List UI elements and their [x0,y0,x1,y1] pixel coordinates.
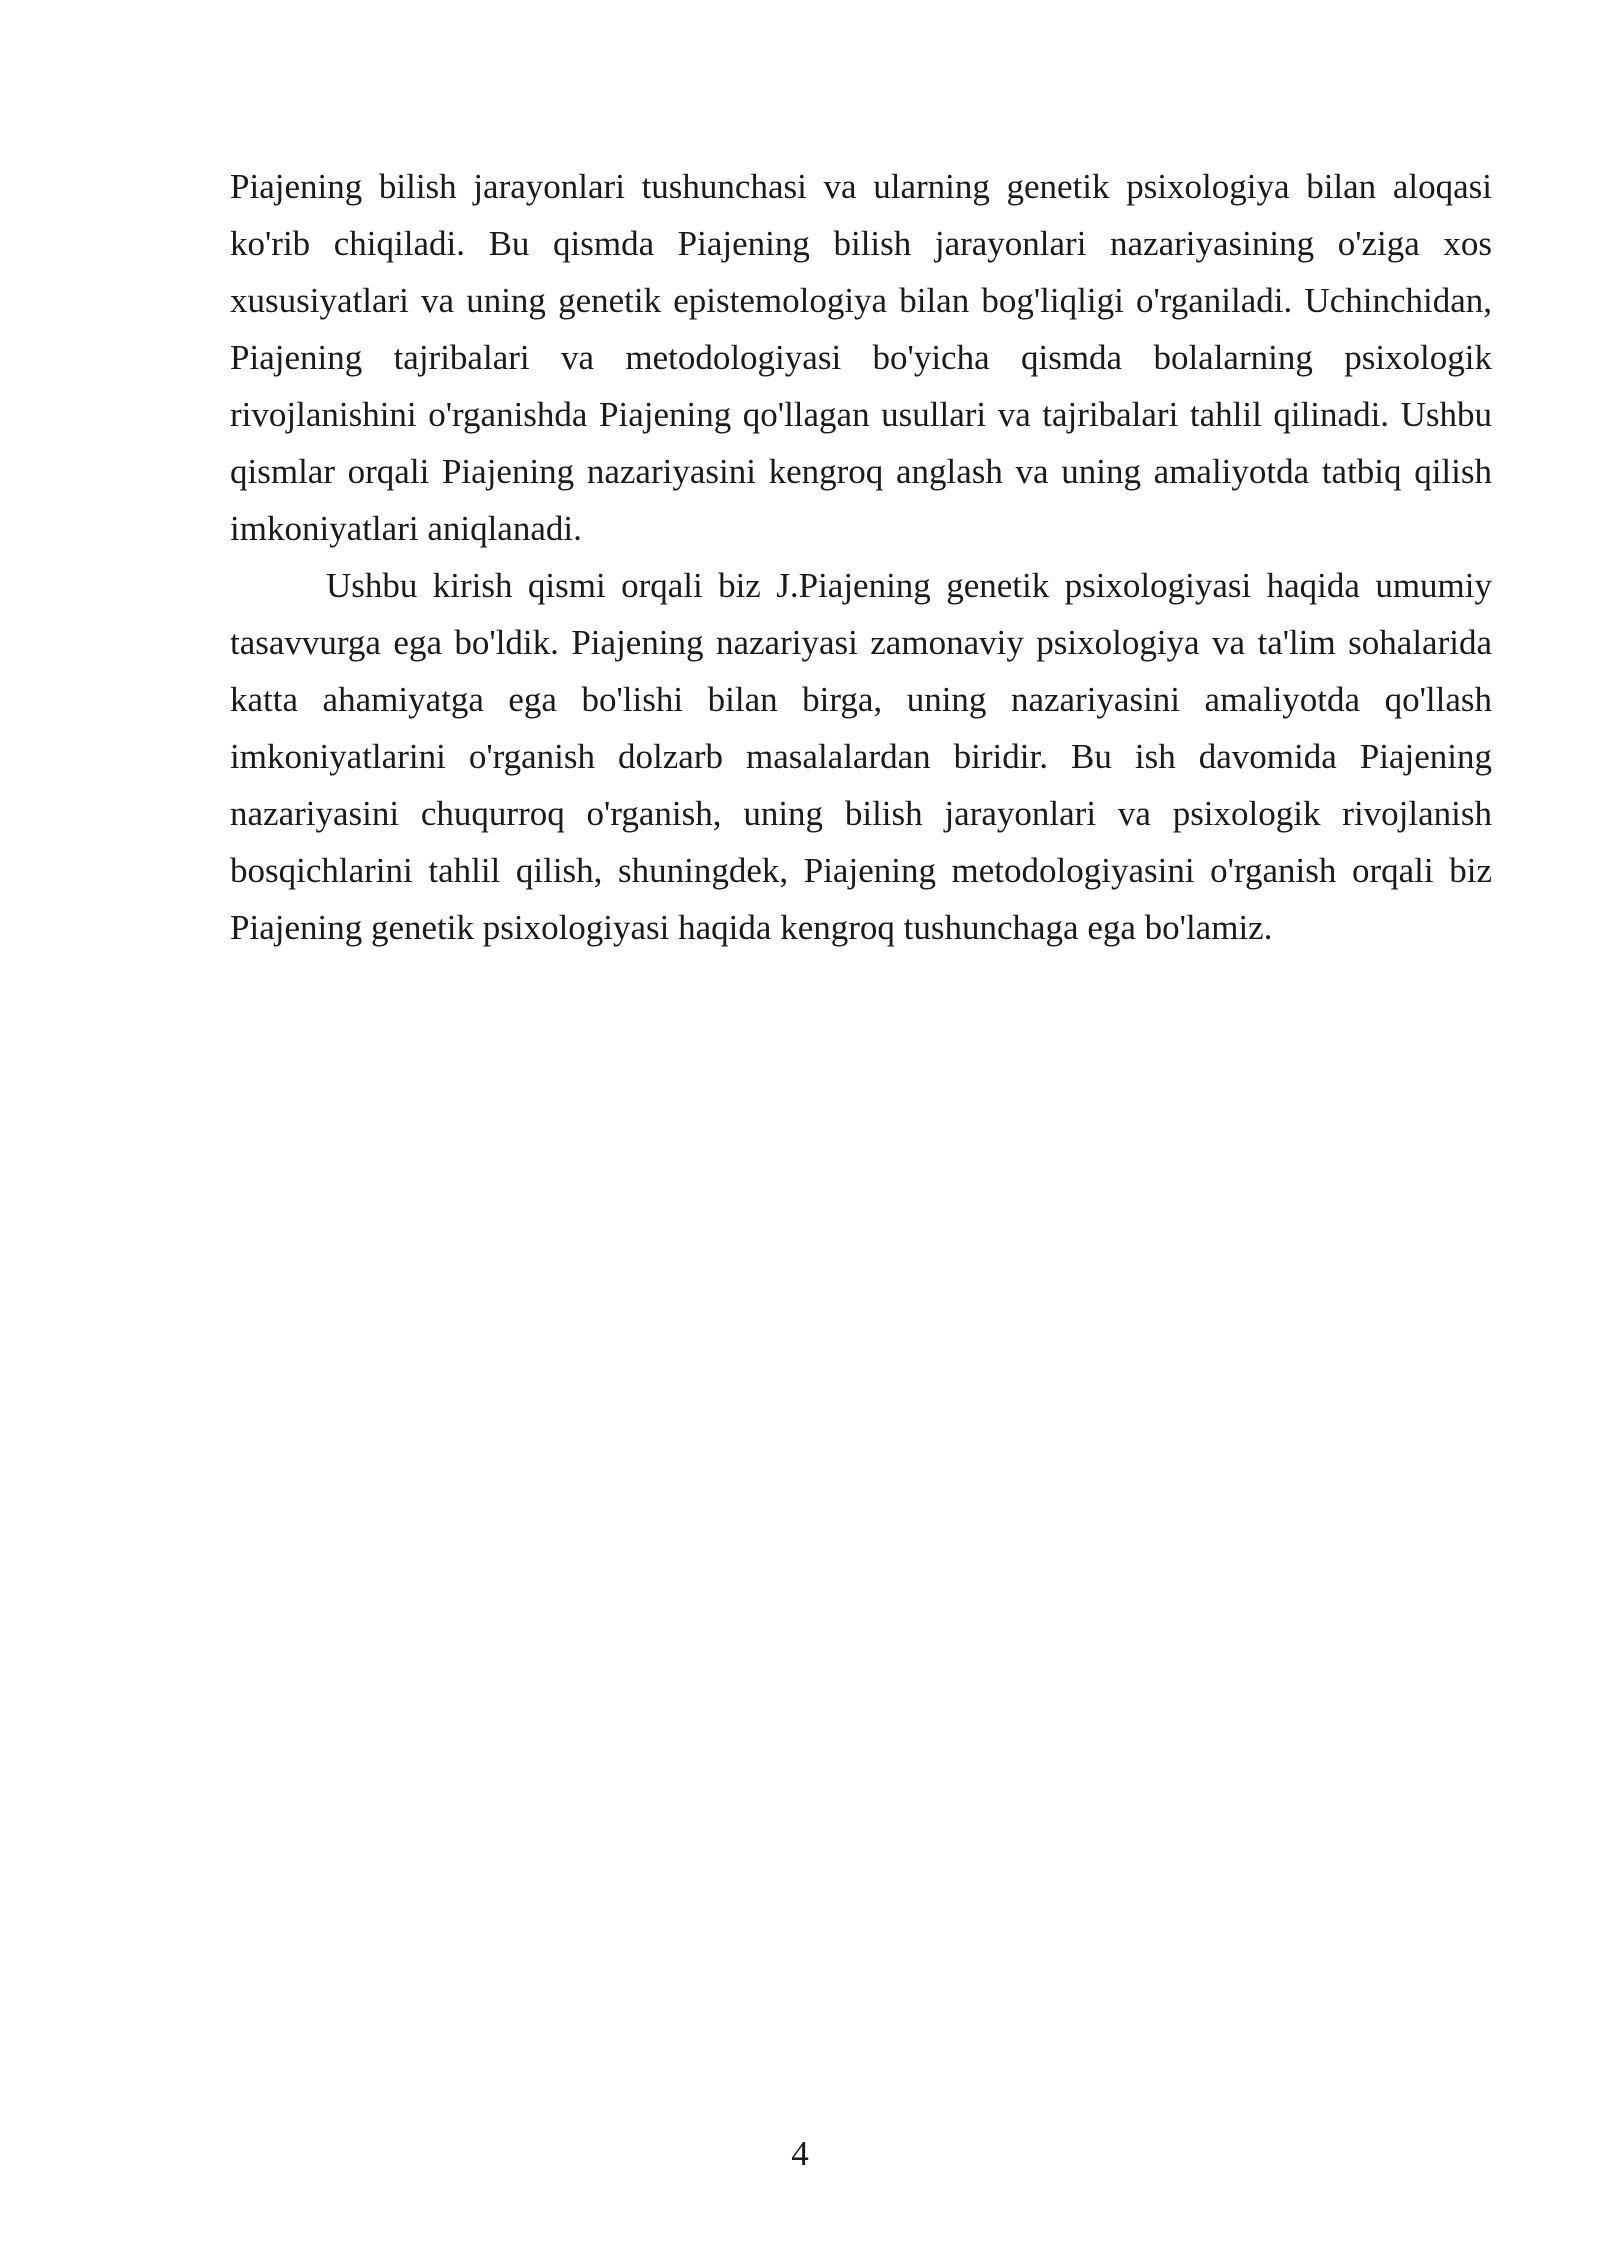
page-number: 4 [791,2134,809,2173]
paragraph-continuation: Piajening bilish jarayonlari tushunchasi va ularning genetik psixologiya bilan aloqasi ko'rib chiqiladi. Bu qismda Piajening bilish jarayonlari nazariyasining o'ziga xos xususiyatlari va uning genetik epistemologiya bilan bog'liqligi o'rganiladi. Uchinchidan, Piajening tajribalari va metodologiyasi bo'yicha qismda bolalarning psixologik rivojlanishini o'rganishda Piajening qo'llagan usullari va tajribalari tahlil qilinadi. Ushbu qismlar orqali Piajening nazariyasini kengroq anglash va uning amaliyotda tatbiq qilish imkoniyatlari aniqlanadi. [230,167,1492,548]
body-text [230,158,1492,956]
paragraph-introduction-summary: Ushbu kirish qismi orqali biz J.Piajening genetik psixologiyasi haqida umumiy tasavvurga ega bo'ldik. Piajening nazariyasi zamonaviy psixologiya va ta'lim sohalarida katta ahamiyatga ega bo'lishi bilan birga, uning nazariyasini amaliyotda qo'llash imkoniyatlarini o'rganish dolzarb masalalardan biridir. Bu ish davomida Piajening nazariyasini chuqurroq o'rganish, uning bilish jarayonlari va psixologik rivojlanish bosqichlarini tahlil qilish, shuningdek, Piajening metodologiyasini o'rganish orqali biz Piajening genetik psixologiyasi haqida kengroq tushunchaga ega bo'lamiz. [230,566,1492,947]
